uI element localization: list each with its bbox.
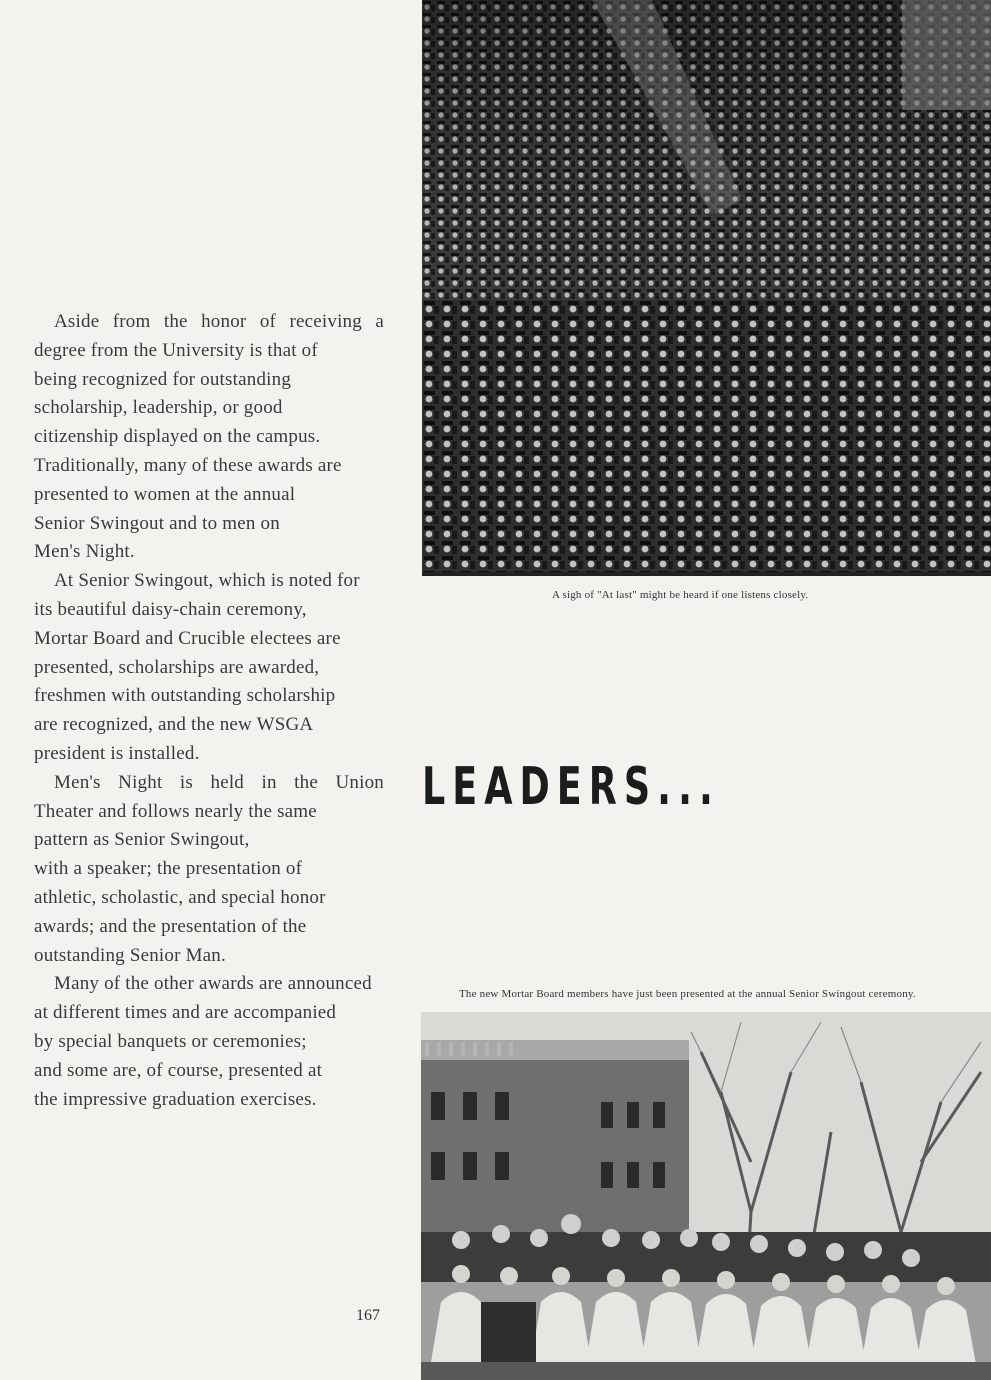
graduation-crowd-photo <box>422 0 991 576</box>
page-number: 167 <box>356 1307 380 1324</box>
body-line: at different times and are accompanied <box>34 1002 337 1024</box>
body-line: the impressive graduation exercises. <box>34 1088 317 1110</box>
body-line: degree from the University is that of <box>34 339 318 361</box>
body-line: pattern as Senior Swingout, <box>34 829 250 851</box>
body-line: its beautiful daisy-chain ceremony, <box>34 598 307 620</box>
body-line: athletic, scholastic, and special honor <box>34 886 326 908</box>
body-line: being recognized for outstanding <box>34 368 292 390</box>
body-line: are recognized, and the new WSGA <box>34 714 314 736</box>
body-line: freshmen with outstanding scholarship <box>34 685 336 707</box>
top-photo-caption: A sigh of "At last" might be heard if one listens closely. <box>552 589 809 601</box>
body-line: outstanding Senior Man. <box>34 944 226 966</box>
body-line: with a speaker; the presentation of <box>34 858 303 880</box>
body-line: awards; and the presentation of the <box>34 915 307 937</box>
body-line: At Senior Swingout, which is noted for <box>54 570 360 592</box>
body-line: Aside from the honor of receiving a <box>54 311 384 332</box>
body-line: Traditionally, many of these awards are <box>34 454 342 476</box>
body-line: Men's Night. <box>34 541 135 563</box>
body-line: Theater and follows nearly the same <box>34 800 317 822</box>
body-line: Mortar Board and Crucible electees are <box>34 627 341 649</box>
body-line: presented, scholarships are awarded, <box>34 656 320 678</box>
bottom-photo-caption: The new Mortar Board members have just been presented at the annual Senior Swingout ceremony. <box>459 988 916 1000</box>
body-line: presented to women at the annual <box>34 483 296 505</box>
body-line: by special banquets or ceremonies; <box>34 1030 307 1052</box>
body-line: and some are, of course, presented at <box>34 1059 323 1081</box>
body-line: Men's Night is held in the Union <box>54 771 384 793</box>
body-line: Senior Swingout and to men on <box>34 512 280 534</box>
body-line: president is installed. <box>34 742 200 764</box>
body-line: citizenship displayed on the campus. <box>34 426 321 448</box>
headline: LEADERS... <box>422 757 720 817</box>
body-line: Many of the other awards are announced <box>54 973 372 995</box>
body-line: scholarship, leadership, or good <box>34 397 283 419</box>
mortar-board-photo <box>421 1012 991 1380</box>
body-text <box>34 308 384 1114</box>
